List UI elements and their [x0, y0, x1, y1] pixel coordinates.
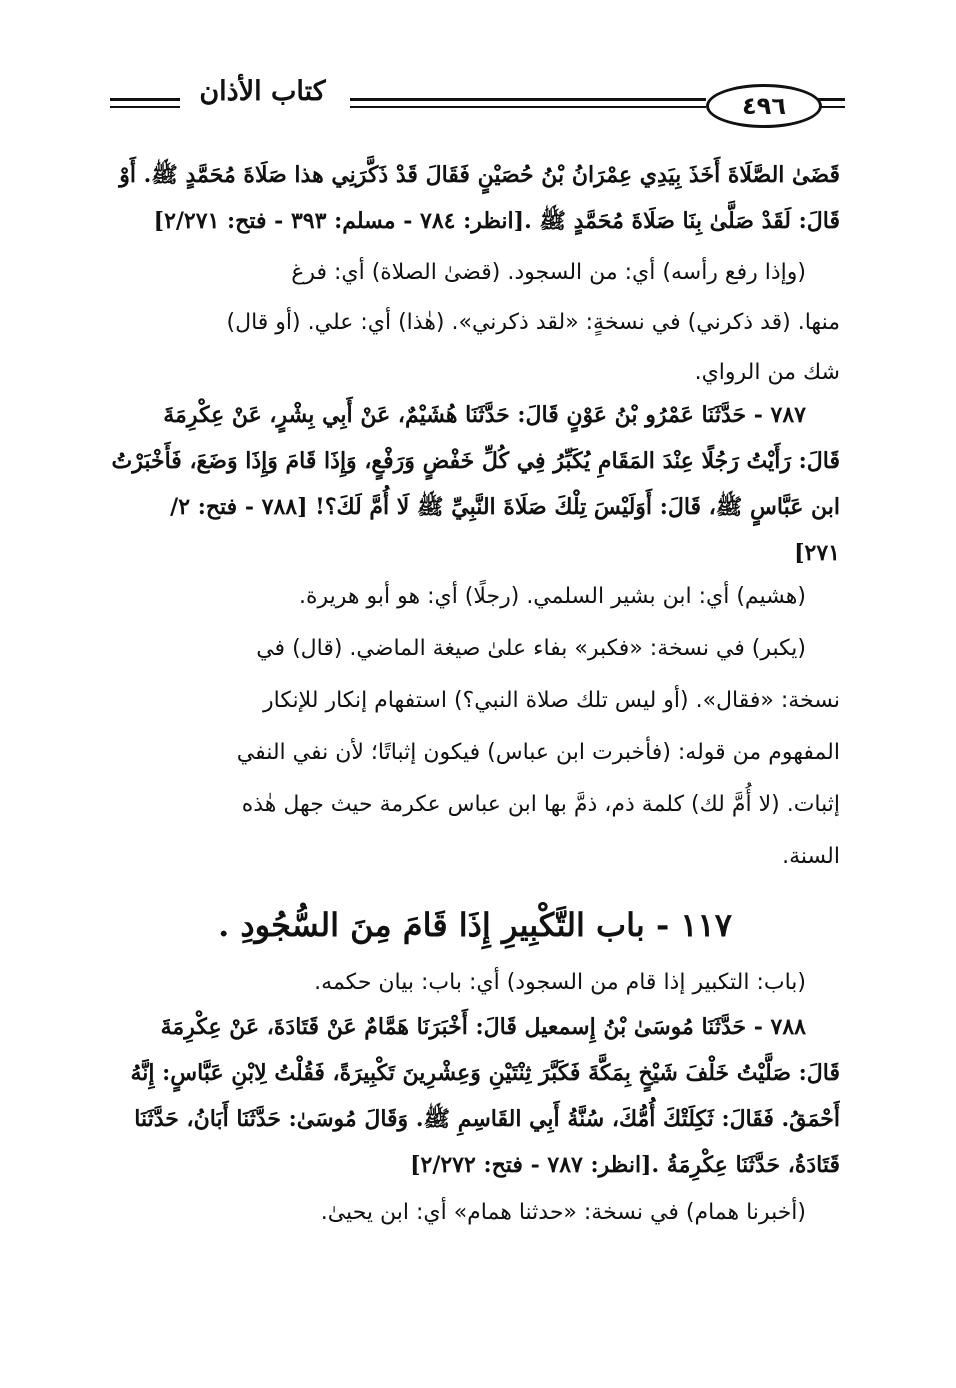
commentary-line: (أخبرنا همام) في نسخة: «حدثنا همام» أي: ابن يحيىٰ. [320, 1200, 806, 1225]
header-rule-left [110, 98, 180, 101]
hadith-line: ٧٨٨ - حَدَّثَنَا مُوسَىٰ بْنُ إِسمعيل قَالَ: أَخْبَرَنَا هَمَّامٌ عَنْ قَتَادَةَ، عَنْ عِكْرِمَةَ [160, 1014, 806, 1040]
commentary-line: منها. (قد ذكرني) في نسخةٍ: «لقد ذكرني». (هٰذا) أي: علي. (أو قال) [226, 310, 840, 335]
header-rule-middle [350, 98, 706, 101]
hadith-line: ٢٧١] [794, 540, 840, 566]
page-header [110, 70, 850, 134]
commentary-line: (وإذا رفع رأسه) أي: من السجود. (قضىٰ الصلاة) أي: فرغ [291, 260, 806, 285]
header-rule-left-2 [110, 106, 180, 108]
commentary-line: (هشيم) أي: ابن بشير السلمي. (رجلًا) أي: هو أبو هريرة. [299, 584, 806, 609]
hadith-line: ٧٨٧ - حَدَّثَنَا عَمْرُو بْنُ عَوْنٍ قَالَ: حَدَّثَنَا هُشَيْمٌ، عَنْ أَبِي بِشْرٍ، عَنْ عِكْرِمَةَ [163, 402, 806, 428]
hadith-line: ابن عَبَّاسٍ ﷺ، قَالَ: أَوَلَيْسَ تِلْكَ صَلَاةَ النَّبِيِّ ﷺ لَا أُمَّ لَكَ؟! [٧٨٨ - فتح: ٢/ [170, 494, 840, 520]
hadith-line: قَالَ: صَلَّيْتُ خَلْفَ شَيْخٍ بِمَكَّةَ فَكَبَّرَ ثِنْتَيْنِ وَعِشْرِينَ تَكْبِيرَةً، فَقُلْتُ لِابْنِ عَبَّاسٍ: إِنَّهُ [130, 1060, 840, 1086]
hadith-line: قَضَىٰ الصَّلَاةَ أَخَذَ بِيَدِي عِمْرَانُ بْنُ حُصَيْنٍ فَقَالَ قَدْ ذَكَّرَنِي هذا صَلَاةَ مُحَمَّدٍ ﷺ. أَوْ [119, 162, 840, 188]
commentary-line: السنة. [782, 844, 840, 869]
commentary-line: نسخة: «فقال». (أو ليس تلك صلاة النبي؟) استفهام إنكار للإنكار [263, 688, 840, 713]
book-title: كتاب الأذان [180, 76, 345, 107]
hadith-line: قَتَادَةُ، حَدَّثَنَا عِكْرِمَةُ .[انظر: ٧٨٧ - فتح: ٢/٢٧٢] [410, 1152, 840, 1178]
commentary-line: المفهوم من قوله: (فأخبرت ابن عباس) فيكون إثباتًا؛ لأن نفي النفي [236, 740, 840, 765]
page-number: ٤٩٦ [706, 84, 822, 128]
commentary-line: (باب: التكبير إذا قام من السجود) أي: باب: بيان حكمه. [314, 970, 806, 995]
header-rule-middle-2 [350, 106, 706, 108]
commentary-line: شك من الرواي. [694, 360, 840, 385]
hadith-line: قَالَ: رَأَيْتُ رَجُلًا عِنْدَ المَقَامِ يُكَبِّرُ فِي كُلِّ خَفْضٍ وَرَفْعٍ، وَإِذَا قَامَ وَإِذَا وَضَعَ، فَأَخْبَرْتُ [111, 448, 840, 474]
hadith-line: أَحْمَقُ. فَقَالَ: ثَكِلَتْكَ أُمُّكَ، سُنَّةُ أَبِي القَاسِمِ ﷺ. وَقَالَ مُوسَىٰ: حَدَّثَنَا أَبَانُ، حَدَّثَنَا [134, 1106, 840, 1132]
hadith-line: قَالَ: لَقَدْ صَلَّىٰ بِنَا صَلَاةَ مُحَمَّدٍ ﷺ .[انظر: ٧٨٤ - مسلم: ٣٩٣ - فتح: ٢/٢٧١] [153, 208, 840, 234]
commentary-line: إثبات. (لا أُمَّ لك) كلمة ذم، ذمَّ بها ابن عباس عكرمة حيث جهل هٰذه [241, 792, 840, 817]
chapter-heading: ١١٧ - باب التَّكْبِيرِ إِذَا قَامَ مِنَ السُّجُودِ . [218, 906, 732, 944]
commentary-line: (يكبر) في نسخة: «فكبر» بفاء علىٰ صيغة الماضي. (قال) في [256, 636, 806, 661]
